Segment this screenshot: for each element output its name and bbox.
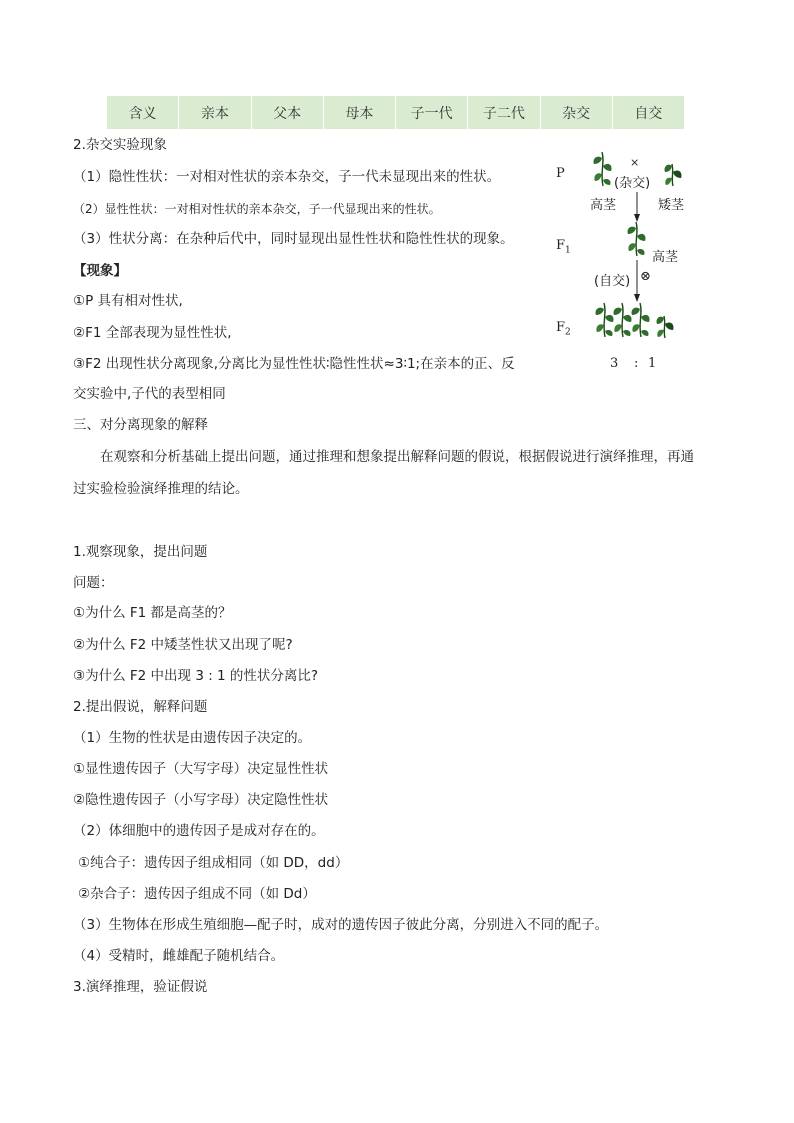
generation-label-f1 xyxy=(556,238,571,256)
short-label: 矮茎 xyxy=(658,198,685,213)
definition-recessive: （1）隐性性状：一对相对性状的亲本杂交，子一代未显现出来的性状。 xyxy=(73,169,501,185)
question-item: ①为什么 F1 都是高茎的？ xyxy=(73,605,232,621)
term-cell: 子二代 xyxy=(468,96,540,129)
term-cell: 杂交 xyxy=(541,96,613,129)
pea-cross-diagram xyxy=(548,148,698,380)
f2-tall-plant-icon xyxy=(613,303,631,337)
p-tall-plant-icon xyxy=(593,152,611,186)
self-symbol: ⊗ xyxy=(640,269,651,284)
step-heading: 3.演绎推理，验证假说 xyxy=(73,979,208,995)
ratio-left: 3 xyxy=(610,356,619,371)
f1-letter: F xyxy=(556,238,566,253)
self-label: (自交) xyxy=(594,274,631,289)
f2-subscript: 2 xyxy=(565,327,571,338)
hypothesis-subitem: ①纯合子：遗传因子组成相同（如 DD，dd） xyxy=(78,855,349,871)
hypothesis-item: （2）体细胞中的遗传因子是成对存在的。 xyxy=(73,823,325,839)
ratio-right: 1 xyxy=(648,356,657,371)
term-cell: 自交 xyxy=(634,105,663,122)
hypothesis-subitem: ①显性遗传因子（大写字母）决定显性性状 xyxy=(73,761,329,777)
hypothesis-item: （1）生物的性状是由遗传因子决定的。 xyxy=(73,730,312,746)
definition-segregation: （3）性状分离：在杂种后代中，同时显现出显性性状和隐性性状的现象。 xyxy=(73,231,514,247)
phenomenon-item: ②F1 全部表现为显性性状, xyxy=(73,325,232,341)
paragraph: 在观察和分析基础上提出问题，通过推理和想象提出解释问题的假说，根据假说进行演绎推理，再通 xyxy=(100,449,694,465)
cross-symbol: × xyxy=(630,156,640,169)
cross-label: (杂交) xyxy=(614,176,651,191)
f2-letter: F xyxy=(556,320,566,335)
f1-tall-plant-icon xyxy=(627,222,645,256)
ratio-separator: : xyxy=(634,356,639,371)
step-heading: 1.观察现象，提出问题 xyxy=(73,544,208,560)
hypothesis-subitem: ②隐性遗传因子（小写字母）决定隐性性状 xyxy=(73,792,329,808)
f1-subscript: 1 xyxy=(565,245,571,256)
generation-label-p: P xyxy=(556,166,565,181)
questions-label: 问题： xyxy=(73,575,114,591)
paragraph: 过实验检验演绎推理的结论。 xyxy=(73,481,249,497)
term-cell: 子一代 xyxy=(396,96,468,129)
question-item: ②为什么 F2 中矮茎性状又出现了呢? xyxy=(73,637,293,653)
phenomenon-item: ①P 具有相对性状, xyxy=(73,293,183,309)
generation-label-f2 xyxy=(556,320,571,338)
section-heading: 2.杂交实验现象 xyxy=(73,137,167,153)
phenomenon-item: ③F2 出现性状分离现象,分离比为显性性状∶隐性性状≈3∶1;在亲本的正、反 xyxy=(73,356,515,372)
term-cell: 亲本 xyxy=(179,96,251,129)
arrow-head-icon xyxy=(634,294,640,302)
f2-tall-plant-icon xyxy=(595,303,613,337)
p-short-plant-icon xyxy=(664,164,681,186)
terms-table xyxy=(107,96,684,129)
arrow-head-icon xyxy=(634,214,640,222)
section-heading: 三、对分离现象的解释 xyxy=(73,417,208,433)
question-item: ③为什么 F2 中出现 3 : 1 的性状分离比? xyxy=(73,668,319,684)
f1-tall-label: 高茎 xyxy=(652,250,679,265)
tall-label: 高茎 xyxy=(590,198,617,213)
term-cell: 含义 xyxy=(107,96,179,129)
term-cell: 父本 xyxy=(252,96,324,129)
phenomenon-item: 交实验中,子代的表型相同 xyxy=(73,386,226,402)
definition-dominant: （2）显性性状：一对相对性状的亲本杂交，子一代显现出来的性状。 xyxy=(73,202,441,216)
phenomenon-heading: 【现象】 xyxy=(73,263,127,279)
f2-tall-plant-icon xyxy=(631,303,649,337)
hypothesis-subitem: ②杂合子：遗传因子组成不同（如 Dd） xyxy=(78,886,316,902)
term-cell: 母本 xyxy=(324,96,396,129)
f2-short-plant-icon xyxy=(656,316,673,338)
hypothesis-item: （3）生物体在形成生殖细胞—配子时，成对的遗传因子彼此分离，分别进入不同的配子。 xyxy=(73,917,609,933)
hypothesis-item: （4）受精时，雌雄配子随机结合。 xyxy=(73,948,285,964)
step-heading: 2.提出假说，解释问题 xyxy=(73,699,208,715)
